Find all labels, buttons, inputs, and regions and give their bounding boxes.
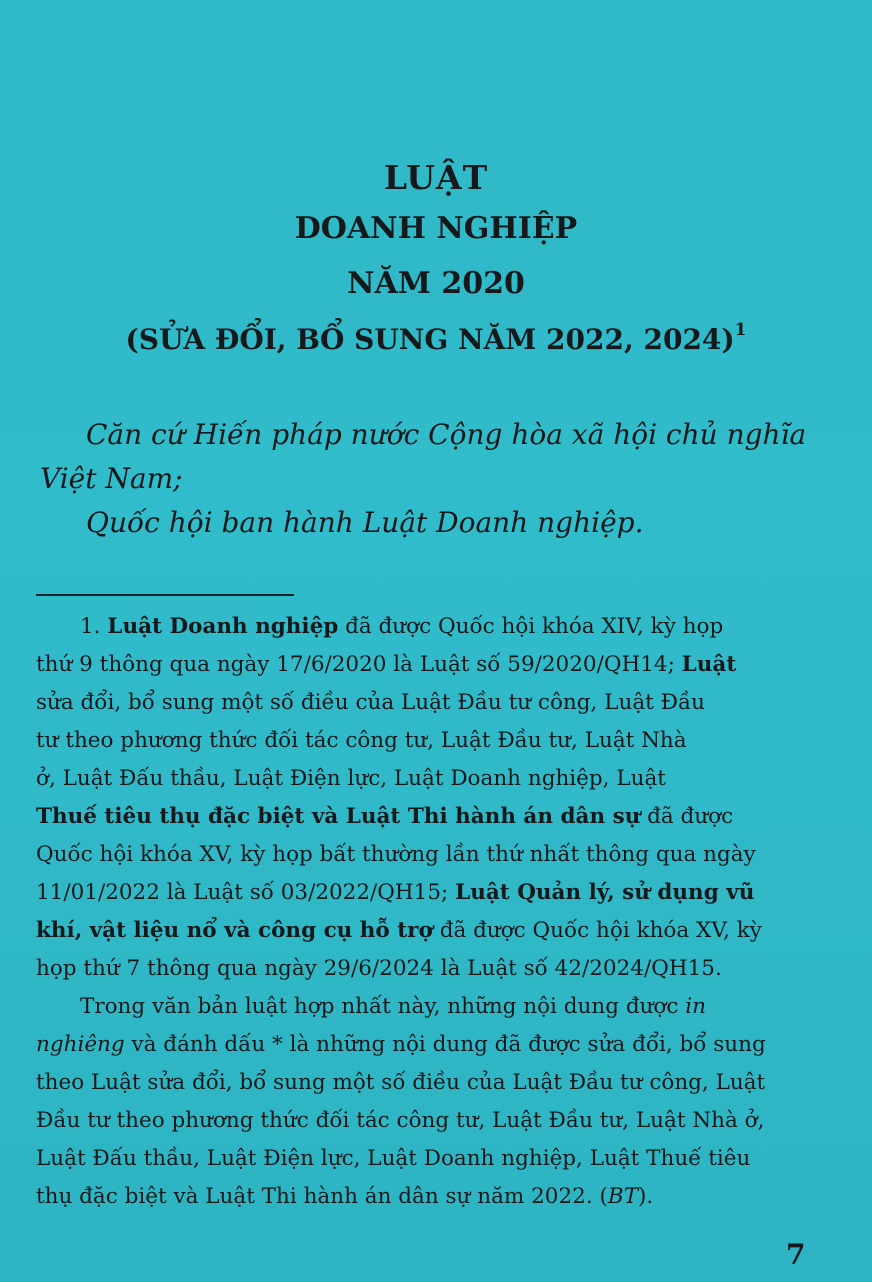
footnote-line: Luật Đấu thầu, Luật Điện lực, Luật Doanh nghiệp, Luật Thuế tiêu bbox=[36, 1146, 751, 1171]
footnote-italic-text: BT bbox=[607, 1184, 639, 1209]
footnote-line bbox=[36, 878, 800, 908]
preamble-line-2: Việt Nam; bbox=[40, 462, 183, 495]
footnote-italic-text: nghiêng bbox=[36, 1032, 125, 1057]
amendment-heading bbox=[0, 320, 872, 356]
footnote-text: đã được Quốc hội khóa XV, kỳ bbox=[432, 918, 762, 943]
footnote-line bbox=[36, 650, 800, 680]
footnote-line bbox=[80, 992, 800, 1022]
preamble-line-1: Căn cứ Hiến pháp nước Cộng hòa xã hội chủ nghĩa bbox=[86, 418, 807, 451]
footnote-text: 11/01/2022 là Luật số 03/2022/QH15; bbox=[36, 880, 456, 905]
footnote-line bbox=[80, 612, 800, 642]
law-year-heading: NĂM 2020 bbox=[347, 266, 525, 301]
footnote-text: đã được Quốc hội khóa XIV, kỳ họp bbox=[338, 614, 724, 639]
footnote-divider bbox=[36, 594, 294, 596]
footnote-bold-text: khí, vật liệu nổ và công cụ hỗ trợ bbox=[36, 918, 433, 943]
footnote-line: theo Luật sửa đổi, bổ sung một số điều của Luật Đầu tư công, Luật bbox=[36, 1070, 766, 1095]
amendment-heading-text: (SỬA ĐỔI, BỔ SUNG NĂM 2022, 2024) bbox=[125, 323, 735, 356]
footnote-bold-text: Luật Doanh nghiệp bbox=[107, 614, 339, 639]
footnote-bold-text: Luật bbox=[681, 652, 737, 677]
footnote-reference: 1 bbox=[734, 320, 747, 340]
footnote-line: họp thứ 7 thông qua ngày 29/6/2024 là Luật số 42/2024/QH15. bbox=[36, 956, 722, 981]
footnote-text: 1. bbox=[80, 614, 108, 639]
footnote-bold-text: Thuế tiêu thụ đặc biệt và Luật Thi hành án dân sự bbox=[36, 804, 641, 829]
preamble-line-3: Quốc hội ban hành Luật Doanh nghiệp. bbox=[86, 506, 644, 539]
footnote-line: Quốc hội khóa XV, kỳ họp bất thường lần thứ nhất thông qua ngày bbox=[36, 842, 756, 867]
footnote-line: tư theo phương thức đối tác công tư, Luật Đầu tư, Luật Nhà bbox=[36, 728, 687, 753]
footnote-text: ). bbox=[638, 1184, 654, 1209]
footnote-text: và đánh dấu * là những nội dung đã được sửa đổi, bổ sung bbox=[124, 1032, 766, 1057]
page-number: 7 bbox=[786, 1238, 806, 1271]
footnote-line bbox=[36, 802, 800, 832]
footnote-text: Trong văn bản luật hợp nhất này, những nội dung được bbox=[80, 994, 686, 1019]
footnote-line bbox=[36, 916, 800, 946]
law-name-heading: DOANH NGHIỆP bbox=[294, 211, 578, 246]
footnote-line bbox=[36, 1030, 800, 1060]
footnote-italic-text: in bbox=[685, 994, 706, 1019]
footnote-text: đã được bbox=[640, 804, 734, 829]
law-title-heading: LUẬT bbox=[383, 158, 489, 197]
footnote-text: thụ đặc biệt và Luật Thi hành án dân sự năm 2022. ( bbox=[36, 1184, 608, 1209]
footnote-text: thứ 9 thông qua ngày 17/6/2020 là Luật số 59/2020/QH14; bbox=[36, 652, 682, 677]
footnote-bold-text: Luật Quản lý, sử dụng vũ bbox=[455, 880, 755, 905]
footnote-line: ở, Luật Đấu thầu, Luật Điện lực, Luật Doanh nghiệp, Luật bbox=[36, 766, 666, 791]
footnote-line: sửa đổi, bổ sung một số điều của Luật Đầu tư công, Luật Đầu bbox=[36, 690, 705, 715]
footnote-line bbox=[36, 1182, 800, 1212]
footnote-line: Đầu tư theo phương thức đối tác công tư, Luật Đầu tư, Luật Nhà ở, bbox=[36, 1108, 765, 1133]
